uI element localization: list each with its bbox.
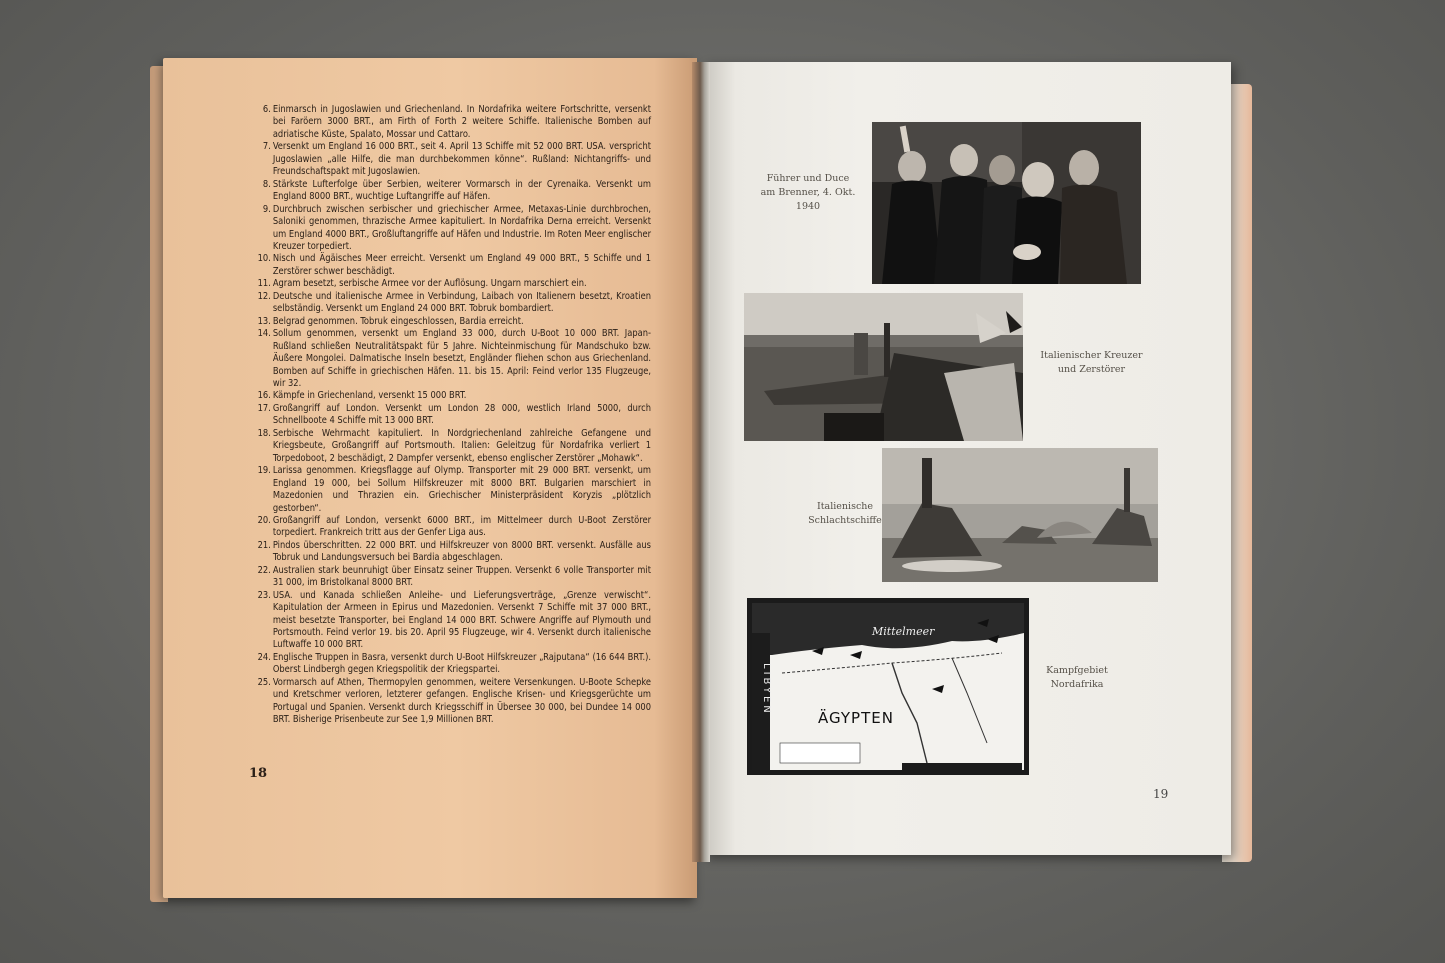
photo-italian-battleships [882, 448, 1158, 582]
chronology-entry [255, 291, 651, 316]
chronology-entry [255, 540, 651, 565]
entry-day-number: 13. [257, 315, 271, 327]
entry-day-number: 8. [262, 178, 271, 190]
entry-text: Vormarsch auf Athen, Thermopylen genommen, weitere Versenkungen. U-Boote Schepke und Kretschmer verloren, letzterer gefangen. Englische Krisen- und Kriegsgerüchte um Portugal und Spanien. Versenkt durch Kriegsschiff in Übersee 30 000, bei Dundee 14 000 BRT. Bisherige Prisenbeute zur See 1,9 Millionen BRT. [272, 676, 651, 726]
caption-map [1037, 664, 1117, 692]
chronology-entry [255, 278, 651, 290]
caption-line: und Zerstörer [1057, 364, 1126, 375]
chronology-entry [255, 677, 651, 727]
entry-text: Australien stark beunruhigt über Einsatz seiner Truppen. Versenkt 6 volle Transporter mit 31 000, im Bristolkanal 8000 BRT. [272, 564, 651, 589]
left-page-number: 18 [249, 766, 268, 781]
entry-text: Larissa genommen. Kriegsflagge auf Olymp. Transporter mit 29 000 BRT. versenkt, um England 19 000, bei Sollum Hilfskreuzer mit 8000 BRT. Bulgarien marschiert in Mazedonien und Thrazien ein. Griechischer Ministerpräsident Koryzis „plötzlich gestorben“. [272, 465, 651, 514]
entry-text: Versenkt um England 16 000 BRT., seit 4. April 13 Schiffe mit 52 000 BRT. USA. verspricht Jugoslawien „alle Hilfe, die man durchbekommen könne“. Rußland: Nichtangriffs- und Freundschaftspakt mit Jugoslawien. [272, 141, 651, 178]
entry-day-number: 21. [257, 539, 271, 551]
caption-line: Schlachtschiffe [808, 515, 882, 526]
caption-fuehrer-duce [748, 172, 868, 214]
caption-italian-battleships [800, 500, 890, 528]
caption-italian-cruiser [1034, 349, 1149, 377]
entry-day-number: 12. [257, 290, 271, 302]
entry-text: Nisch und Ägäisches Meer erreicht. Versenkt um England 49 000 BRT., 5 Schiffe und 1 Zerstörer schwer beschädigt. [272, 253, 651, 277]
chronology-entry [255, 204, 651, 254]
caption-line: am Brenner, 4. Okt. 1940 [760, 187, 856, 212]
map-label-libya: LIBYEN [761, 663, 772, 716]
map-north-africa [747, 598, 1029, 775]
entry-day-number: 25. [257, 676, 271, 688]
chronology-entry [255, 428, 651, 465]
chronology-entry [255, 515, 651, 540]
chronology-entry [255, 590, 651, 652]
map-label-egypt: ÄGYPTEN [818, 709, 894, 727]
entry-text: Sollum genommen, versenkt um England 33 000, durch U-Boot 10 000 BRT. Japan-Rußland schließen Neutralitätspakt für 5 Jahre. Nichteinmischung für Mandschuko bzw. Äußere Mongolei. Dalmatische Inseln besetzt, Engländer fliehen schon aus Griechenland. Bomben auf Schiffe in griechischen Häfen. 11. bis 15. April: Feind verlor 135 Flugzeuge, wir 32. [272, 328, 651, 389]
chronology-entry [255, 253, 651, 278]
entry-text: Einmarsch in Jugoslawien und Griechenland. In Nordafrika weitere Fortschritte, versenkt bei Faröern 3000 BRT., am Firth of Forth 2 weitere Schiffe. Italienische Bomben auf adriatische Küste, Spalato, Mossar und Cattaro. [272, 104, 651, 140]
caption-line: Italienische [816, 501, 874, 512]
right-page-number: 19 [1153, 787, 1169, 801]
chronology-entry [255, 390, 651, 402]
entry-text: Kämpfe in Griechenland, versenkt 15 000 BRT. [272, 390, 467, 402]
entry-day-number: 17. [257, 402, 271, 414]
chronology-entry [255, 179, 651, 204]
map-label-sea: Mittelmeer [872, 625, 935, 638]
entry-day-number: 14. [257, 328, 271, 340]
chronology-entry [255, 465, 651, 515]
entry-day-number: 10. [257, 253, 271, 265]
book-spine [692, 62, 710, 862]
chronology-entry [255, 403, 651, 428]
entry-day-number: 9. [262, 203, 271, 215]
entry-text: USA. und Kanada schließen Anleihe- und Lieferungsverträge, „Grenze verwischt“. Kapitulation der Armeen in Epirus und Mazedonien. Versenkt 7 Schiffe mit 37 000 BRT., meist besetzte Transporter, bei England 14 000 BRT. Schwere Angriffe auf Plymouth und Portsmouth. Feind verlor 19. bis 20. April 95 Flugzeuge, wir 4. Versenkt durch italienische Luftwaffe 10 000 BRT. [272, 589, 651, 651]
photo-italian-cruiser [744, 293, 1023, 441]
entry-day-number: 6. [262, 104, 271, 115]
caption-line: Führer und Duce [766, 173, 850, 184]
photo-fuehrer-duce [872, 122, 1141, 284]
entry-day-number: 24. [257, 651, 271, 663]
chronology-entry [255, 328, 651, 390]
entry-day-number: 18. [257, 427, 271, 439]
entry-text: Pindos überschritten. 22 000 BRT. und Hilfskreuzer von 8000 BRT. versenkt. Ausfälle aus Tobruk und Landungsversuch bei Bardia abgeschlagen. [272, 539, 651, 564]
caption-line: Kampfgebiet [1046, 665, 1108, 676]
entry-day-number: 22. [257, 564, 271, 576]
chronology-entry [255, 104, 651, 141]
entry-day-number: 19. [257, 465, 271, 477]
chronology-entry [255, 316, 651, 328]
entry-day-number: 20. [257, 514, 271, 526]
entry-text: Durchbruch zwischen serbischer und griechischer Armee, Metaxas-Linie durchbrochen, Saloniki genommen, thrazische Armee kapituliert. In Nordafrika Derna erreicht. Versenkt um England 4000 BRT., Großluftangriffe auf Häfen und Industrie. Im Roten Meer englischer Kreuzer torpediert. [272, 203, 651, 252]
caption-line: Italienischer Kreuzer [1040, 350, 1143, 361]
chronology-entry [255, 141, 651, 178]
entry-text: Stärkste Lufterfolge über Serbien, weiterer Vormarsch in der Cyrenaika. Versenkt um England 8000 BRT., wuchtige Luftangriffe auf Häfen. [272, 178, 651, 203]
entry-day-number: 16. [257, 390, 271, 402]
entry-text: Deutsche und italienische Armee in Verbindung, Laibach von Italienern besetzt, Kroatien selbständig. Versenkt um England 24 000 BRT. Tobruk bombardiert. [272, 290, 651, 315]
entry-text: Belgrad genommen. Tobruk eingeschlossen, Bardia erreicht. [272, 315, 524, 327]
chronology-entry [255, 652, 651, 677]
chronology-text-column [255, 104, 651, 727]
chronology-entry [255, 565, 651, 590]
entry-text: Agram besetzt, serbische Armee vor der Auflösung. Ungarn marschiert ein. [272, 278, 587, 290]
entry-text: Großangriff auf London. Versenkt um London 28 000, westlich Irland 5000, durch Schnellboote 4 Schiffe mit 13 000 BRT. [272, 402, 651, 427]
entry-text: Serbische Wehrmacht kapituliert. In Nordgriechenland zahlreiche Gefangene und Kriegsbeute, Großangriff auf Portsmouth. Italien: Geleitzug für Nordafrika verliert 1 Torpedoboot, 2 beschädigt, 2 Dampfer versenkt, ebenso englischer Zerstörer „Mohawk“. [272, 427, 651, 464]
entry-day-number: 7. [262, 141, 271, 153]
entry-day-number: 23. [257, 589, 271, 601]
entry-day-number: 11. [257, 278, 271, 290]
entry-text: Englische Truppen in Basra, versenkt durch U-Boot Hilfskreuzer „Rajputana“ (16 644 BRT.). Oberst Lindbergh gegen Kriegspolitik der Kriegspartei. [272, 651, 651, 676]
entry-text: Großangriff auf London, versenkt 6000 BRT., im Mittelmeer durch U-Boot Zerstörer torpediert. Frankreich tritt aus der Genfer Liga aus. [272, 514, 651, 539]
left-page [163, 58, 697, 898]
caption-line: Nordafrika [1050, 679, 1104, 690]
